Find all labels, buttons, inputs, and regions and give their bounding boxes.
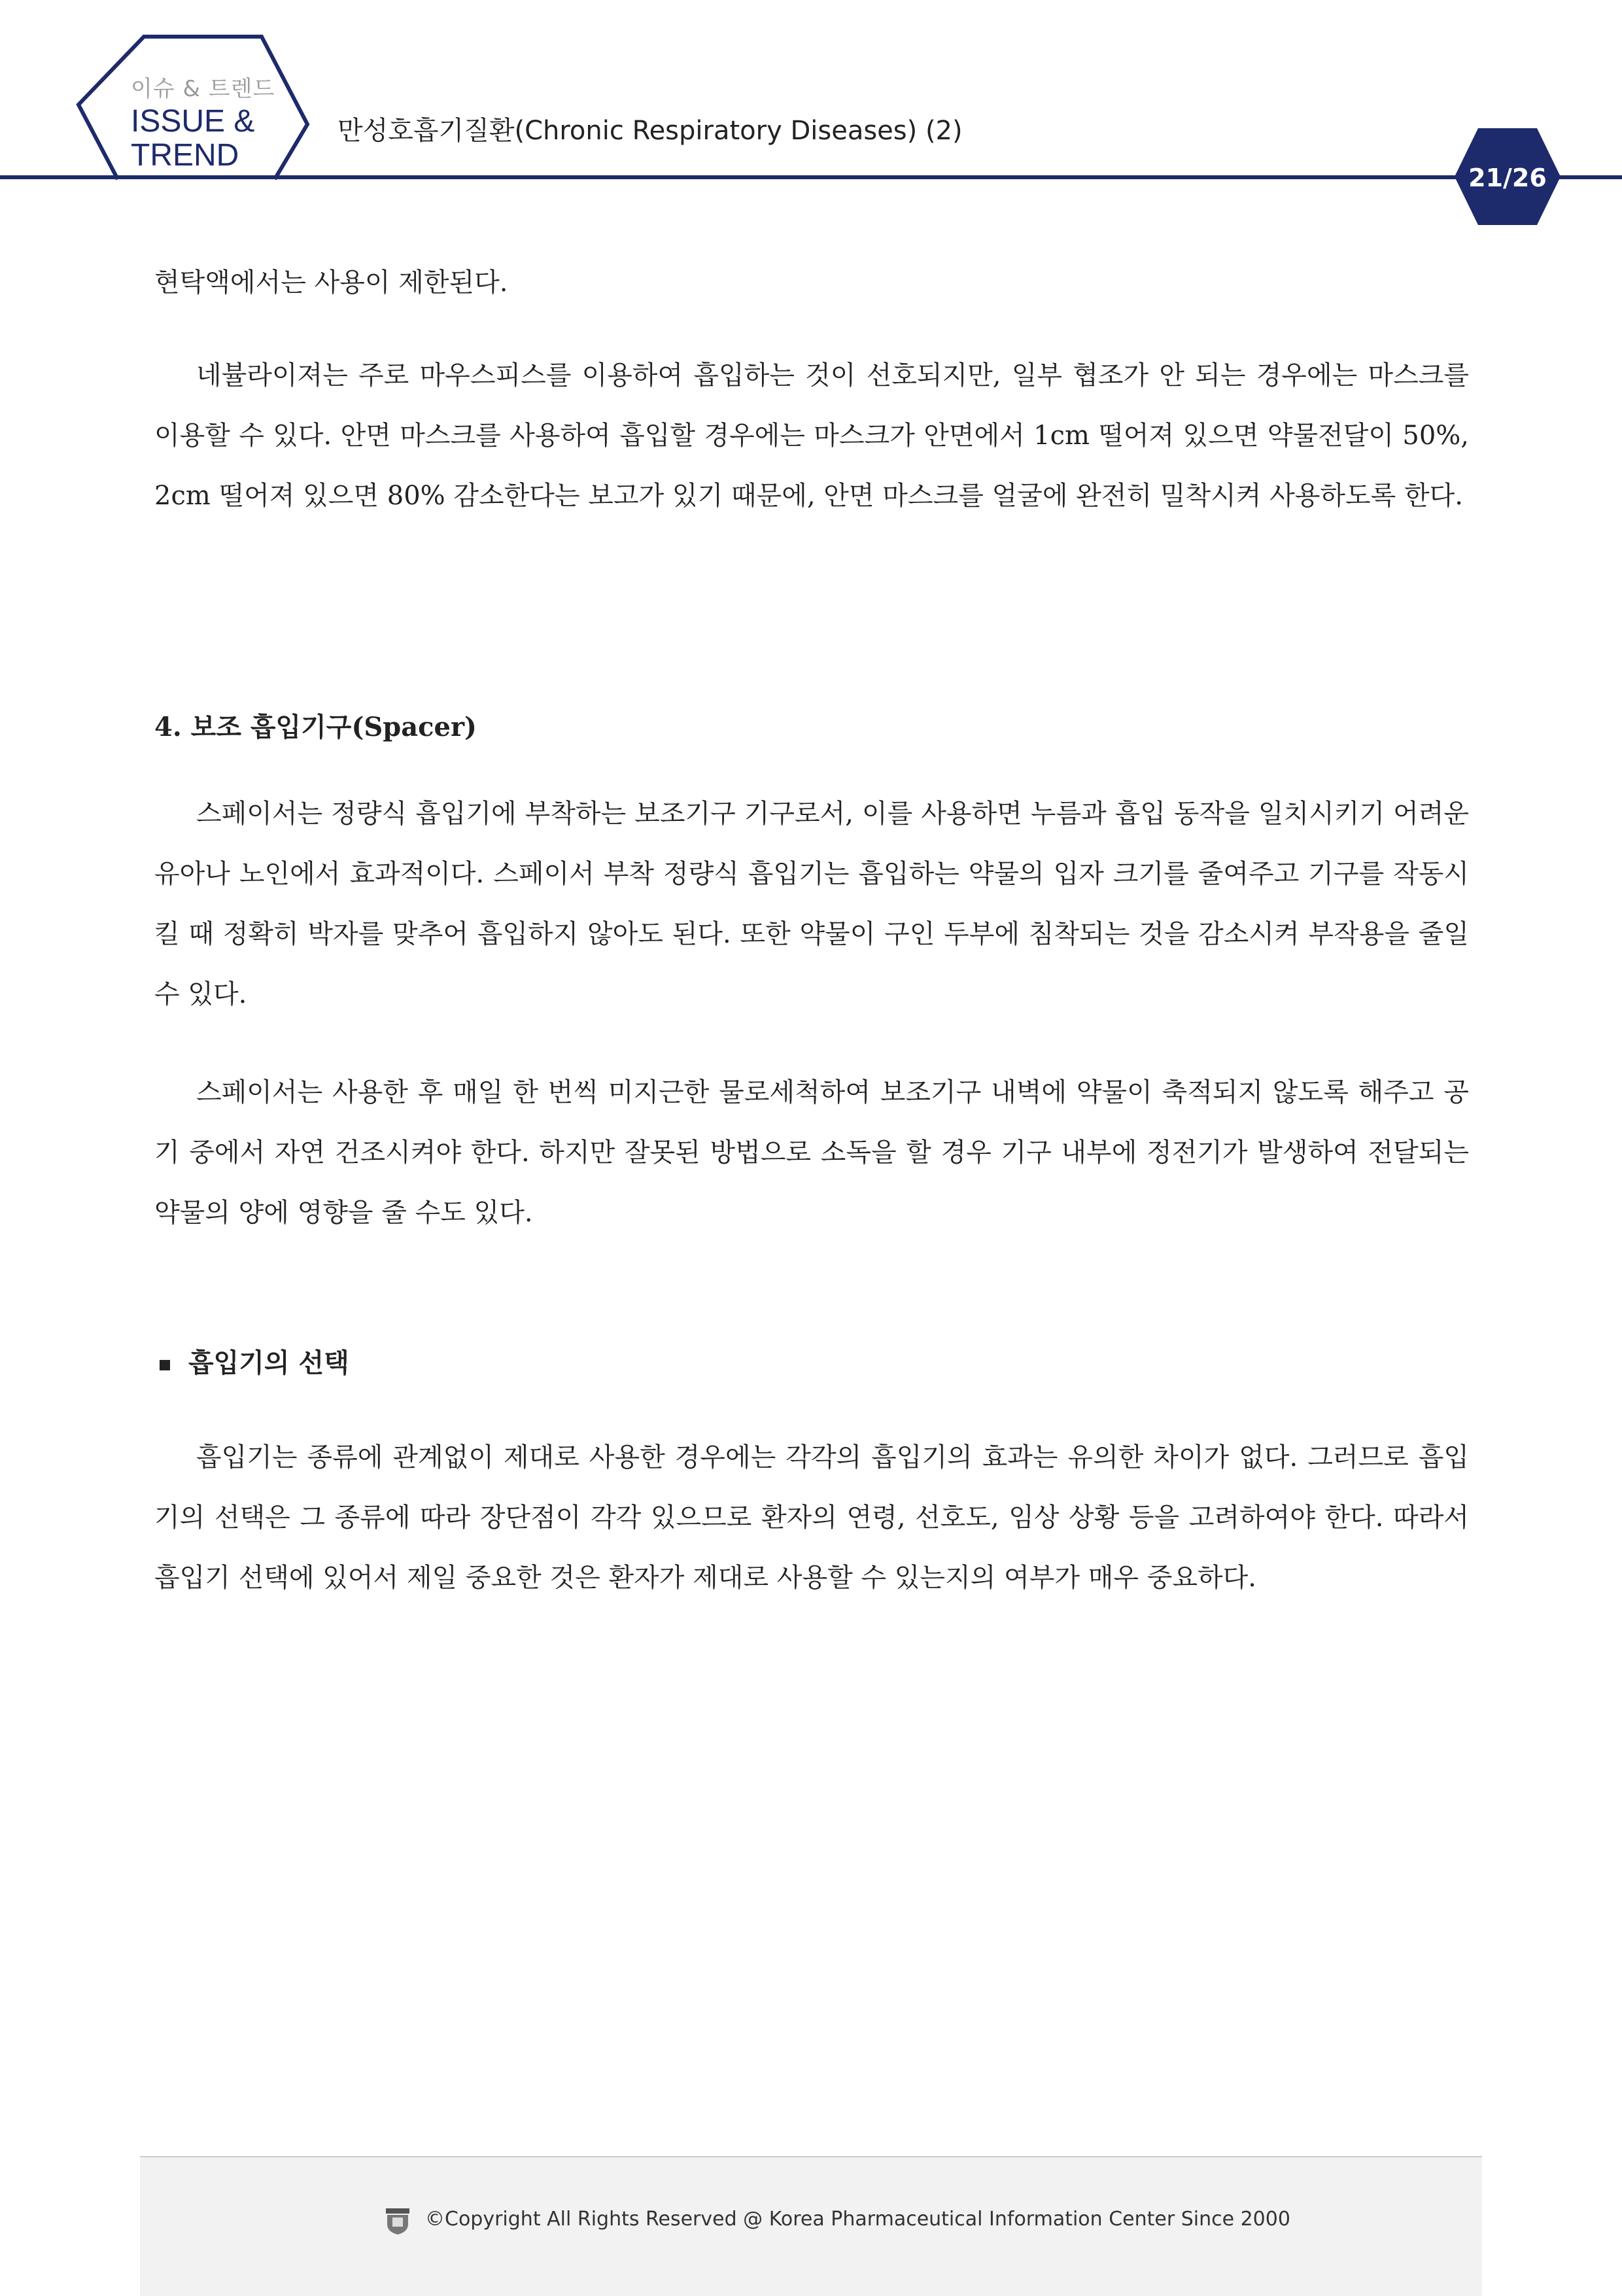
- paragraph-5: 흡입기는 종류에 관계없이 제대로 사용한 경우에는 각각의 흡입기의 효과는 유의한 차이가 없다. 그러므로 흡입기의 선택은 그 종류에 따라 장단점이 각각 있으므로 환자의 연령, 선호도, 임상 상황 등을 고려하여야 한다. 따라서 흡입기 선택에 있어서 제일 중요한 것은 환자가 제대로 사용할 수 있는지의 여부가 매우 중요하다.: [154, 1442, 1469, 1593]
- bullet-heading-text: 흡입기의 선택: [188, 1348, 349, 1378]
- section-heading-spacer: 4. 보조 흡입기구(Spacer): [154, 712, 477, 742]
- page-title: 만성호흡기질환(Chronic Respiratory Diseases) (2): [337, 116, 963, 146]
- bullet-heading: [160, 1342, 349, 1380]
- badge-title-line1: ISSUE &: [131, 104, 255, 139]
- paragraph-4: 스페이서는 사용한 후 매일 한 번씩 미지근한 물로세척하여 보조기구 내벽에 약물이 축적되지 않도록 해주고 공기 중에서 자연 건조시켜야 한다. 하지만 잘못된 방법으로 소독을 할 경우 기구 내부에 정전기가 발생하여 전달되는 약물의 양에 영향을 줄 수도 있다.: [154, 1077, 1469, 1228]
- footer-copyright: ©Copyright All Rights Reserved @ Korea Pharmaceutical Information Center Since 2000: [425, 2208, 1290, 2231]
- badge-title: [131, 105, 254, 173]
- paragraph-1: 현탁액에서는 사용이 제한된다.: [154, 268, 508, 298]
- shield-logo-icon: [385, 2207, 411, 2236]
- paragraph-2: 네뷸라이져는 주로 마우스피스를 이용하여 흡입하는 것이 선호되지만, 일부 협조가 안 되는 경우에는 마스크를 이용할 수 있다. 안면 마스크를 사용하여 흡입할 경우에는 마스크가 안면에서 1cm 떨어져 있으면 약물전달이 50%, 2cm 떨어져 있으면 80% 감소한다는 보고가 있기 때문에, 안면 마스크를 얼굴에 완전히 밀착시켜 사용하도록 한다.: [154, 360, 1469, 511]
- header-rule: [0, 175, 1622, 179]
- paragraph-3: 스페이서는 정량식 흡입기에 부착하는 보조기구 기구로서, 이를 사용하면 누름과 흡입 동작을 일치시키기 어려운 유아나 노인에서 효과적이다. 스페이서 부착 정량식 흡입기는 흡입하는 약물의 입자 크기를 줄여주고 기구를 작동시킬 때 정확히 박자를 맞추어 흡입하지 않아도 된다. 또한 약물이 구인 두부에 침착되는 것을 감소시켜 부작용을 줄일 수 있다.: [154, 799, 1469, 1009]
- badge-korean-label: 이슈 & 트렌드: [131, 76, 275, 102]
- page-number: 21/26: [1468, 164, 1547, 192]
- badge-title-line2: TREND: [131, 138, 239, 173]
- bullet-square-icon: [160, 1360, 170, 1370]
